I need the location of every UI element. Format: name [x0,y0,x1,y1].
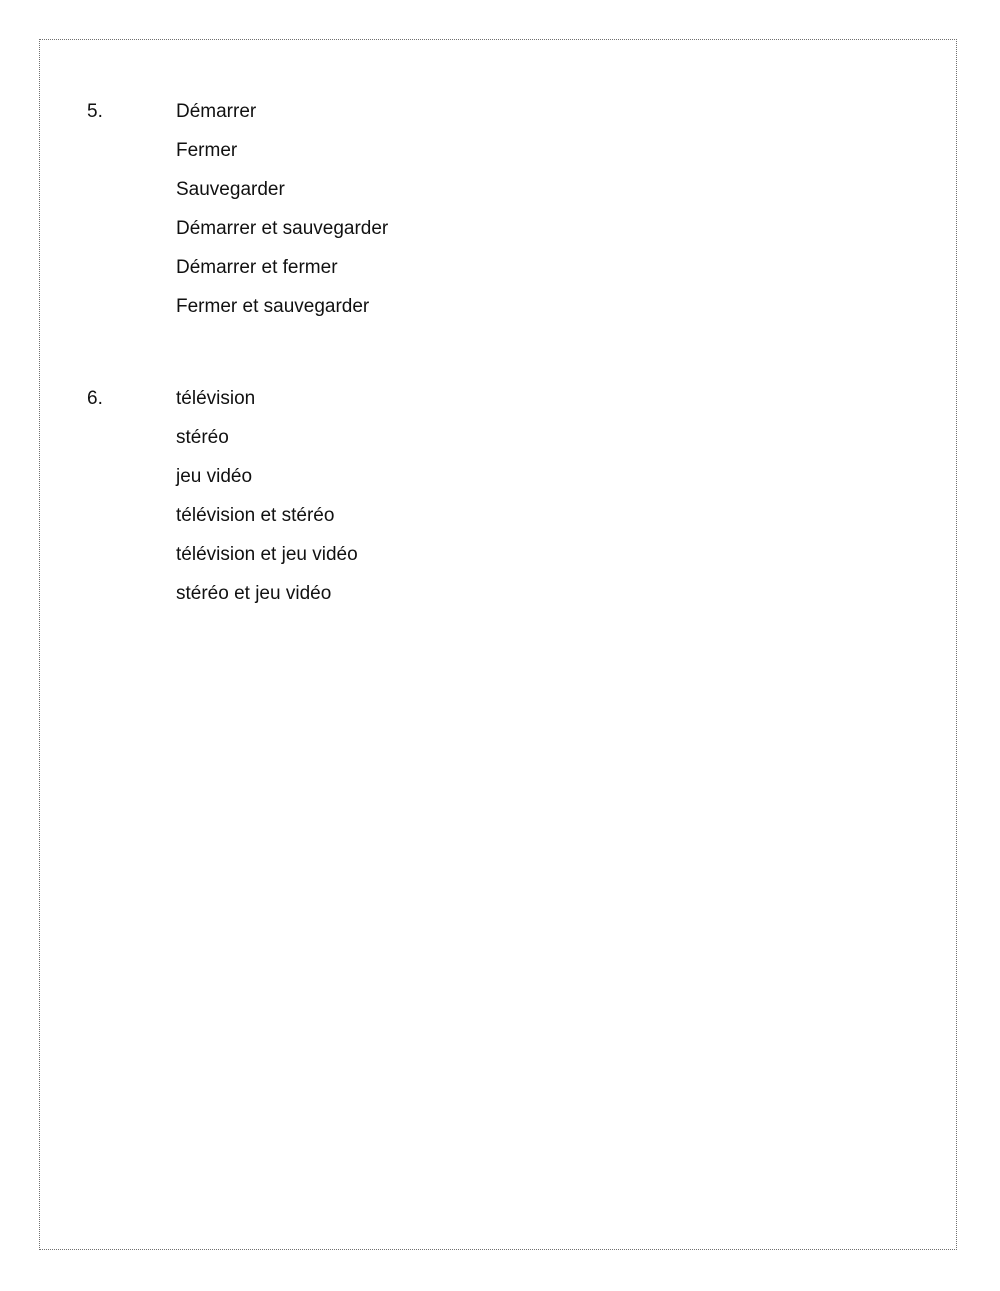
answer-option[interactable]: télévision et jeu vidéo [176,544,358,565]
answer-option[interactable]: Fermer [176,140,238,161]
answer-option[interactable]: télévision et stéréo [176,505,335,526]
answer-option[interactable]: Démarrer et fermer [176,257,338,278]
answer-option[interactable]: Sauvegarder [176,179,285,200]
answer-options [176,100,388,334]
answer-option[interactable]: stéréo et jeu vidéo [176,583,332,604]
answer-option[interactable]: stéréo [176,427,229,448]
answer-option[interactable]: Démarrer et sauvegarder [176,218,389,239]
question-number: 6. [87,388,103,409]
question-number: 5. [87,101,103,122]
answer-option[interactable]: télévision [176,388,256,409]
answer-option[interactable]: Démarrer [176,101,257,122]
answer-options [176,387,358,621]
answer-option[interactable]: Fermer et sauvegarder [176,296,370,317]
answer-option[interactable]: jeu vidéo [176,466,253,487]
